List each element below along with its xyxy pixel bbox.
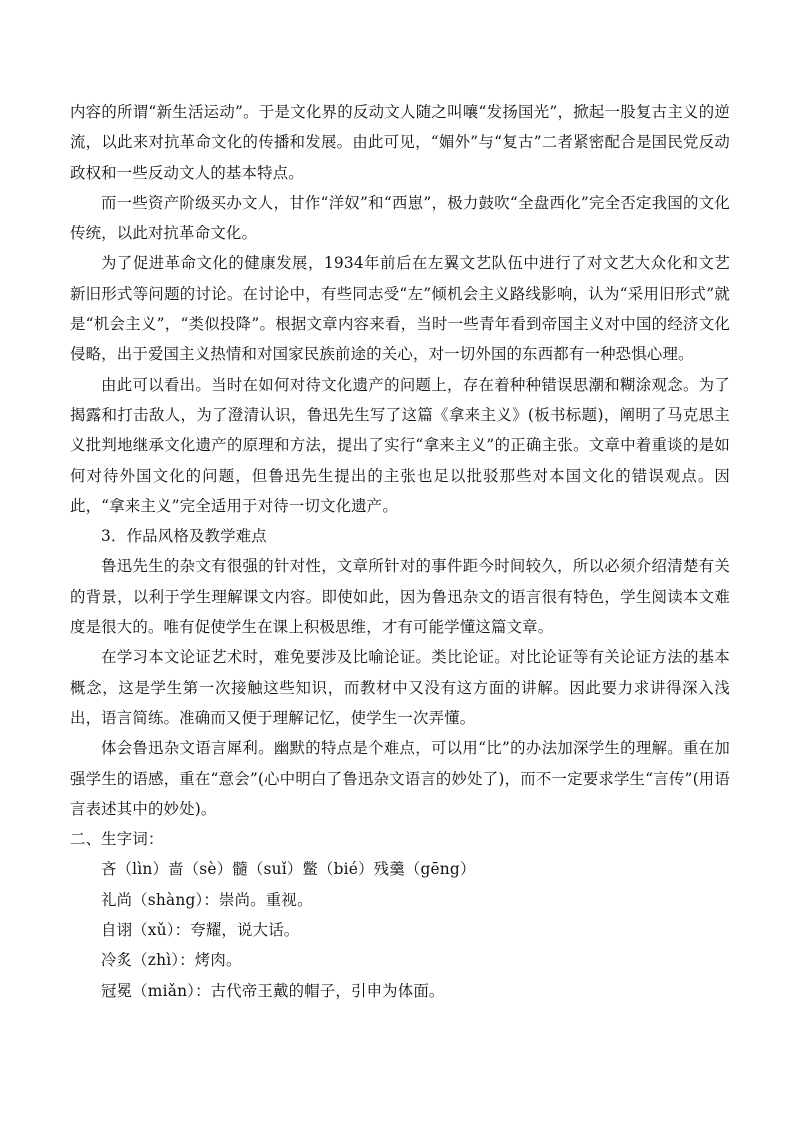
vocabulary-line: 冠冕（miǎn）：古代帝王戴的帽子，引申为体面。 — [101, 981, 445, 1000]
subsection-heading-style-difficulty — [70, 521, 730, 551]
paragraph-cultural-heritage — [70, 370, 730, 521]
paragraph-text: 而一些资产阶级买办文人，甘作“洋奴”和“西崽”，极力鼓吹“全盘西化”完全否定我国的文化传统，以此对抗革命文化。 — [70, 193, 730, 243]
paragraph-essay-style — [70, 551, 730, 642]
paragraph-argumentation-art — [70, 642, 730, 733]
section-heading-vocabulary — [70, 824, 730, 854]
heading-text: 3．作品风格及教学难点 — [101, 527, 267, 546]
paragraph-text: 鲁迅先生的杂文有很强的针对性，文章所针对的事件距今时间较久，所以必须介绍清楚有关的背景，以利于学生理解课文内容。即使如此，因为鲁迅杂文的语言很有特色，学生阅读本文难度是很大的。唯有促使学生在课上积极思维，才有可能学懂这篇文章。 — [70, 557, 730, 637]
vocabulary-line: 吝（lìn）啬（sè）髓（suǐ）鳖（bié）残羹（gēng） — [101, 860, 476, 879]
vocabulary-line: 自诩（xǔ）：夸耀，说大话。 — [101, 921, 300, 940]
vocabulary-line: 礼尚（shàng）：崇尚。重视。 — [101, 890, 313, 909]
paragraph-text: 在学习本文论证艺术时，难免要涉及比喻论证。类比论证。对比论证等有关论证方法的基本概念，这是学生第一次接触这些知识，而教材中又没有这方面的讲解。因此要力求讲得深入浅出，语言简练。准确而又便于理解记忆，使学生一次弄懂。 — [70, 648, 730, 727]
heading-text: 二、生字词： — [70, 830, 164, 849]
document-body — [70, 97, 730, 1006]
paragraph-text: 由此可以看出。当时在如何对待文化遗产的问题上，存在着种种错误思潮和糊涂观念。为了揭露和打击敌人，为了澄清认识，鲁迅先生写了这篇《拿来主义》(板书标题)，阐明了马克思主义批判地继承文化遗产的原理和方法，提出了实行“拿来主义”的正确主张。文章中着重谈的是如何对待外国文化的问题，但鲁迅先生提出的主张也足以批驳那些对本国文化的错误观点。因此，“拿来主义”完全适用于对待一切文化遗产。 — [70, 375, 730, 515]
paragraph-new-life-movement — [70, 97, 730, 188]
paragraph-language-features — [70, 733, 730, 824]
paragraph-comprador-writers — [70, 188, 730, 249]
vocabulary-list — [70, 854, 730, 1005]
paragraph-text: 内容的所谓“新生活运动”。于是文化界的反动文人随之叫嚷“发扬国光”，掀起一股复古主义的逆流，以此来对抗革命文化的传播和发展。由此可见，“媚外”与“复古”二者紧密配合是国民党反动政权和一些反动文人的基本特点。 — [70, 103, 730, 182]
paragraph-text: 为了促进革命文化的健康发展，1934年前后在左翼文艺队伍中进行了对文艺大众化和文艺新旧形式等问题的讨论。在讨论中，有些同志受“左”倾机会主义路线影响，认为“采用旧形式”就是“机会主义”，“类似投降”。根据文章内容来看，当时一些青年看到帝国主义对中国的经济文化侵略，出于爱国主义热情和对国家民族前途的关心，对一切外国的东西都有一种恐惧心理。 — [70, 254, 730, 364]
vocabulary-line: 冷炙（zhì）：烤肉。 — [101, 951, 242, 970]
paragraph-text: 体会鲁迅杂文语言犀利。幽默的特点是个难点，可以用“比”的办法加深学生的理解。重在加强学生的语感，重在“意会”(心中明白了鲁迅杂文语言的妙处了)，而不一定要求学生“言传”(用语言表述其中的妙处)。 — [70, 739, 730, 818]
paragraph-1934-discussion — [70, 248, 730, 369]
